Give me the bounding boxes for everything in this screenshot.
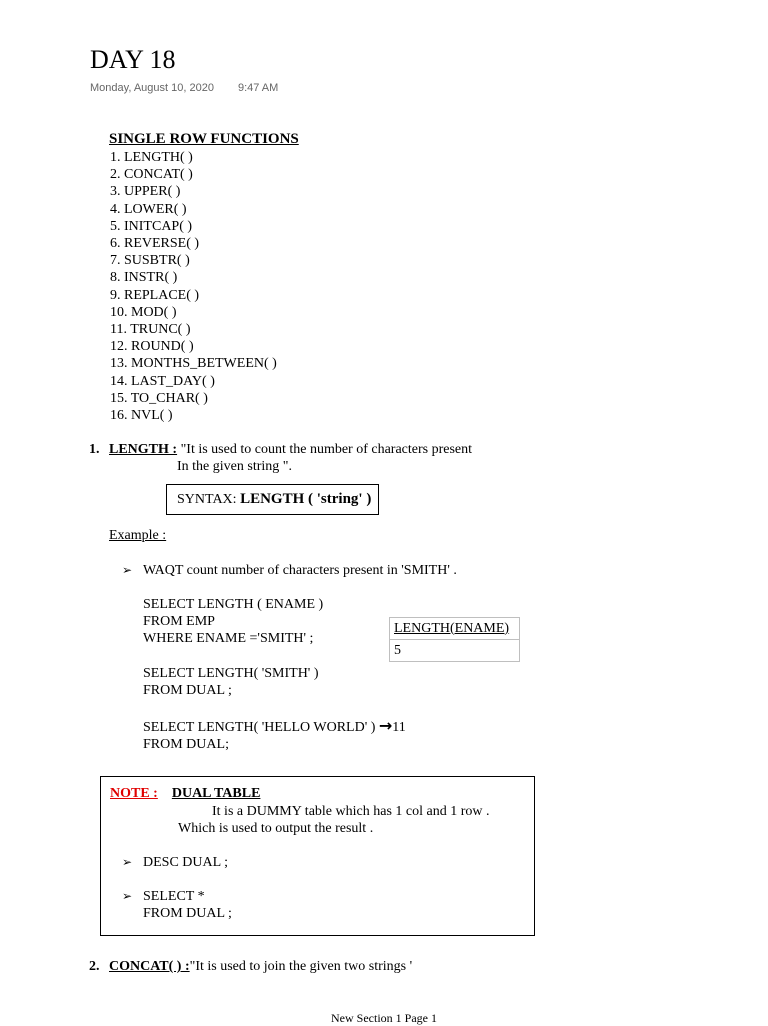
concat-desc: "It is used to join the given two strings '	[189, 959, 413, 974]
syntax-label: SYNTAX:	[177, 492, 241, 507]
bullet-arrow-icon: ➢	[122, 855, 133, 869]
bullet-arrow-icon: ➢	[122, 563, 133, 577]
code-line: WHERE ENAME ='SMITH' ;	[143, 631, 314, 647]
query3-result: 11	[392, 720, 406, 735]
functions-heading: SINGLE ROW FUNCTIONS	[109, 131, 299, 147]
list-item: 7. SUSBTR( )	[110, 253, 190, 269]
result-table	[389, 617, 520, 662]
note-box	[100, 776, 535, 936]
list-item: 13. MONTHS_BETWEEN( )	[110, 356, 277, 372]
list-item: 11. TRUNC( )	[110, 322, 191, 338]
length-desc-line1: "It is used to count the number of characters present	[177, 442, 473, 457]
code-line: SELECT LENGTH ( ENAME )	[143, 597, 324, 612]
note-label: NOTE :	[110, 786, 158, 801]
list-item: 5. INITCAP( )	[110, 218, 193, 234]
page-time: 9:47 AM	[237, 82, 279, 94]
syntax-box	[166, 484, 379, 515]
code-line: FROM DUAL ;	[143, 683, 232, 699]
list-item: 9. REPLACE( )	[110, 287, 200, 303]
query1	[143, 596, 323, 648]
page-date: Monday, August 10, 2020	[90, 82, 214, 94]
length-description	[109, 441, 472, 458]
list-item: 1. LENGTH( )	[110, 150, 193, 165]
syntax-code: LENGTH ( 'string' )	[240, 491, 372, 507]
list-item: 14. LAST_DAY( )	[110, 373, 215, 389]
note-bullet1: DESC DUAL ;	[143, 855, 229, 870]
list-item: 2. CONCAT( )	[110, 167, 193, 183]
table-cell: 5	[390, 640, 520, 662]
code-line: FROM DUAL;	[143, 737, 229, 753]
list-item: 16. NVL( )	[110, 408, 173, 424]
code-line: SELECT LENGTH( 'SMITH' )	[143, 666, 319, 681]
concat-term: CONCAT( ) :	[109, 959, 190, 974]
list-item: 3. UPPER( )	[110, 184, 181, 200]
length-number: 1.	[89, 442, 100, 457]
note-heading	[110, 785, 260, 802]
note-line1: It is a DUMMY table which has 1 col and 1 row .	[212, 804, 490, 819]
note-line2: Which is used to output the result .	[178, 821, 374, 836]
code-line: SELECT *	[143, 889, 205, 904]
example-label: Example :	[109, 528, 167, 543]
length-desc-line2: In the given string ".	[177, 459, 292, 474]
concat-number: 2.	[89, 959, 100, 974]
list-item: 12. ROUND( )	[110, 339, 194, 355]
list-item: 8. INSTR( )	[110, 270, 178, 286]
list-item: 4. LOWER( )	[110, 201, 187, 217]
list-item: 10. MOD( )	[110, 304, 177, 320]
page-footer: New Section 1 Page 1	[331, 1011, 437, 1025]
code-line: FROM EMP	[143, 614, 215, 630]
bullet-arrow-icon: ➢	[122, 889, 133, 903]
table-row	[390, 640, 520, 662]
table-row	[390, 618, 520, 640]
list-item: 15. TO_CHAR( )	[110, 390, 208, 406]
table-header-cell: LENGTH(ENAME)	[390, 618, 520, 640]
length-term: LENGTH :	[109, 442, 178, 457]
note-title: DUAL TABLE	[171, 786, 261, 801]
concat-description	[109, 958, 412, 975]
query3	[143, 717, 406, 753]
code-line: FROM DUAL ;	[143, 906, 232, 922]
list-item: 6. REVERSE( )	[110, 236, 200, 252]
code-line: SELECT LENGTH( 'HELLO WORLD' ) →11	[143, 716, 406, 735]
arrow-right-icon: →	[378, 716, 393, 735]
example-question: WAQT count number of characters present in 'SMITH' .	[143, 563, 457, 578]
functions-list	[110, 149, 277, 424]
page-title: DAY 18	[90, 45, 176, 74]
note-bullet2	[143, 888, 232, 922]
page-timestamp	[90, 80, 278, 96]
query2	[143, 665, 319, 699]
